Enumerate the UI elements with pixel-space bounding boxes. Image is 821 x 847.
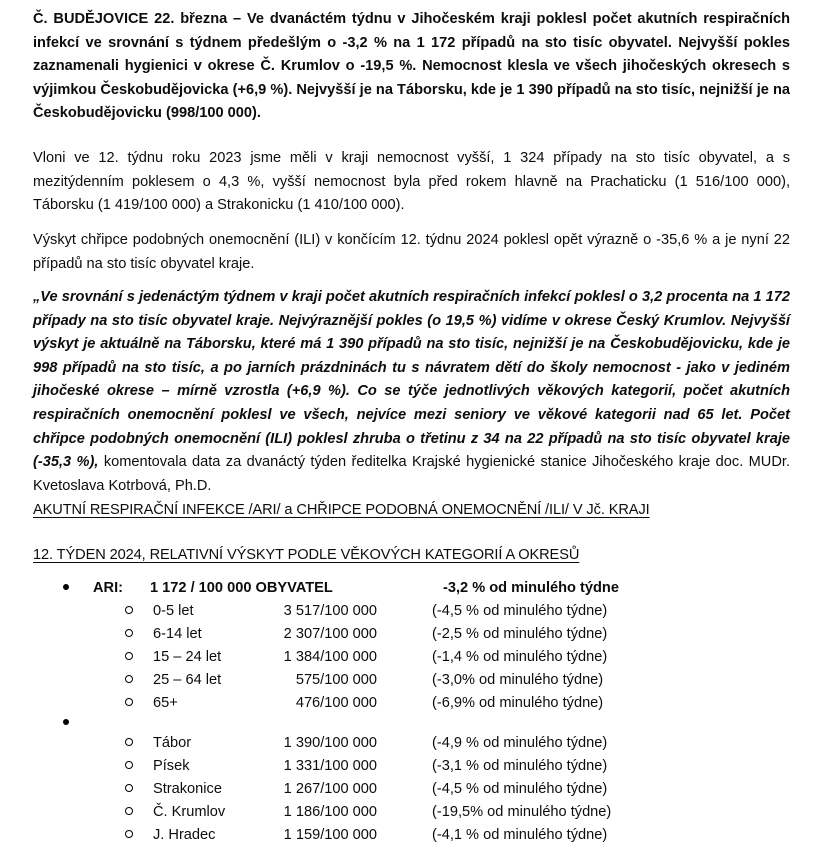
district-label: Tábor [153, 735, 192, 751]
ari-change: -3,2 % od minulého týdne [443, 580, 619, 596]
age-group-value: 1 384/100 000 [283, 649, 377, 665]
district-row [33, 801, 790, 824]
district-change: (-4,1 % od minulého týdne) [432, 827, 608, 843]
hollow-bullet-icon [125, 629, 133, 637]
district-value: 1 186/100 000 [283, 804, 377, 820]
ari-value: 1 172 / 100 000 OBYVATEL [150, 580, 333, 596]
age-group-label: 0-5 let [153, 603, 194, 619]
age-group-value: 476/100 000 [295, 695, 377, 711]
statistics-list [33, 577, 790, 847]
district-change: (-4,9 % od minulého týdne) [432, 735, 608, 751]
age-group-change: (-4,5 % od minulého týdne) [432, 603, 608, 619]
lead-paragraph: Č. BUDĚJOVICE 22. března – Ve dvanáctém týdnu v Jihočeském kraji poklesl počet akutních respiračních infekcí ve srovnání s týdnem předešlým o -3,2 % na 1 172 případů na sto tisíc obyvatel. Nejvyšší pokles zaznamenali hygienici v okrese Č. Krumlov o -19,5 %. Nemocnost klesla ve všech jihočeských okresech s výjimkou Českobudějovicka (+6,9 %). Nejvyšší je na Táborsku, kde je 1 390 případů na sto tisíc, nejnižší je na Českobudějovicku (998/100 000). [33, 11, 790, 122]
district-change: (-19,5% od minulého týdne) [432, 804, 612, 820]
age-group-value: 3 517/100 000 [283, 603, 377, 619]
district-change: (-3,1 % od minulého týdne) [432, 758, 608, 774]
filled-bullet-icon [63, 719, 69, 725]
district-row [33, 732, 790, 755]
hollow-bullet-icon [125, 675, 133, 683]
quote-paragraph [33, 286, 790, 498]
district-change: (-4,5 % od minulého týdne) [432, 781, 608, 797]
district-value: 1 159/100 000 [283, 827, 377, 843]
previous-year-paragraph: Vloni ve 12. týdnu roku 2023 jsme měli v kraji nemocnost vyšší, 1 324 případy na sto tisíc obyvatel, a s mezitýdenním poklesem o 4,3 %, vyšší nemocnost byla před rokem hlavně na Prachaticku (1 516/100 000), Táborsku (1 419/100 000) a Strakonicku (1 410/100 000). [33, 150, 790, 214]
district-value: 1 331/100 000 [283, 758, 377, 774]
section-heading-week12: 12. TÝDEN 2024, RELATIVNÍ VÝSKYT PODLE VĚKOVÝCH KATEGORIÍ A OKRESŮ [33, 547, 580, 563]
age-group-row [33, 692, 790, 715]
district-value: 1 267/100 000 [283, 781, 377, 797]
hollow-bullet-icon [125, 606, 133, 614]
age-group-change: (-6,9% od minulého týdne) [432, 695, 604, 711]
ari-summary-row [33, 577, 790, 600]
district-row [33, 824, 790, 847]
age-group-value: 575/100 000 [295, 672, 377, 688]
age-group-label: 6-14 let [153, 626, 202, 642]
district-value: 1 390/100 000 [283, 735, 377, 751]
district-label: Písek [153, 758, 190, 774]
age-group-change: (-2,5 % od minulého týdne) [432, 626, 608, 642]
hollow-bullet-icon [125, 807, 133, 815]
age-group-label: 25 – 64 let [153, 672, 222, 688]
ili-paragraph: Výskyt chřipce podobných onemocnění (ILI) v končícím 12. týdnu 2024 poklesl opět výrazně o -35,6 % a je nyní 22 případů na sto tisíc obyvatel kraje. [33, 232, 790, 272]
age-group-label: 15 – 24 let [153, 649, 222, 665]
age-group-row [33, 623, 790, 646]
hollow-bullet-icon [125, 698, 133, 706]
hollow-bullet-icon [125, 784, 133, 792]
filled-bullet-icon [63, 584, 69, 590]
section-heading-ari-ili: AKUTNÍ RESPIRAČNÍ INFEKCE /ARI/ a CHŘIPCE PODOBNÁ ONEMOCNĚNÍ /ILI/ V Jč. KRAJI [33, 502, 650, 518]
empty-bullet-row [33, 715, 790, 732]
quote-text: „Ve srovnání s jedenáctým týdnem v kraji počet akutních respiračních infekcí poklesl o 3,2 procenta na 1 172 případy na sto tisíc obyvatel kraje. Nejvýraznější pokles (o 19,5 %) vidíme v okrese Český Krumlov. Nejvyšší výskyt je aktuálně na Táborsku, které má 1 390 případů na sto tisíc, nejnižší je na Českobudějovicku, kde je 998 případů na sto tisíc, a po jarních prázdninách tu s návratem dětí do školy nemocnost - jako v jediném jihočeské okrese – mírně vzrostla (+6,9 %). Co se týče jednotlivých věkových kategorií, počet akutních respiračních onemocnění poklesl ve všech, nejvíce mezi seniory ve věkové kategorii nad 65 let. Počet chřipce podobných onemocnění (ILI) poklesl zhruba o třetinu z 34 na 22 případů na sto tisíc obyvatel kraje (-35,3 %), [33, 289, 790, 471]
age-group-row [33, 669, 790, 692]
district-row [33, 778, 790, 801]
district-label: Strakonice [153, 781, 222, 797]
age-group-value: 2 307/100 000 [283, 626, 377, 642]
hollow-bullet-icon [125, 830, 133, 838]
age-group-row [33, 646, 790, 669]
hollow-bullet-icon [125, 761, 133, 769]
ari-label: ARI: [93, 580, 123, 596]
district-label: Č. Krumlov [153, 804, 226, 820]
age-group-label: 65+ [153, 695, 178, 711]
quote-attribution: komentovala data za dvanáctý týden ředitelka Krajské hygienické stanice Jihočeského kraje doc. MUDr. Kvetoslava Kotrbová, Ph.D. [33, 454, 790, 494]
district-row [33, 755, 790, 778]
age-group-row [33, 600, 790, 623]
hollow-bullet-icon [125, 738, 133, 746]
hollow-bullet-icon [125, 652, 133, 660]
district-label: J. Hradec [153, 827, 216, 843]
age-group-change: (-3,0% od minulého týdne) [432, 672, 604, 688]
age-group-change: (-1,4 % od minulého týdne) [432, 649, 608, 665]
